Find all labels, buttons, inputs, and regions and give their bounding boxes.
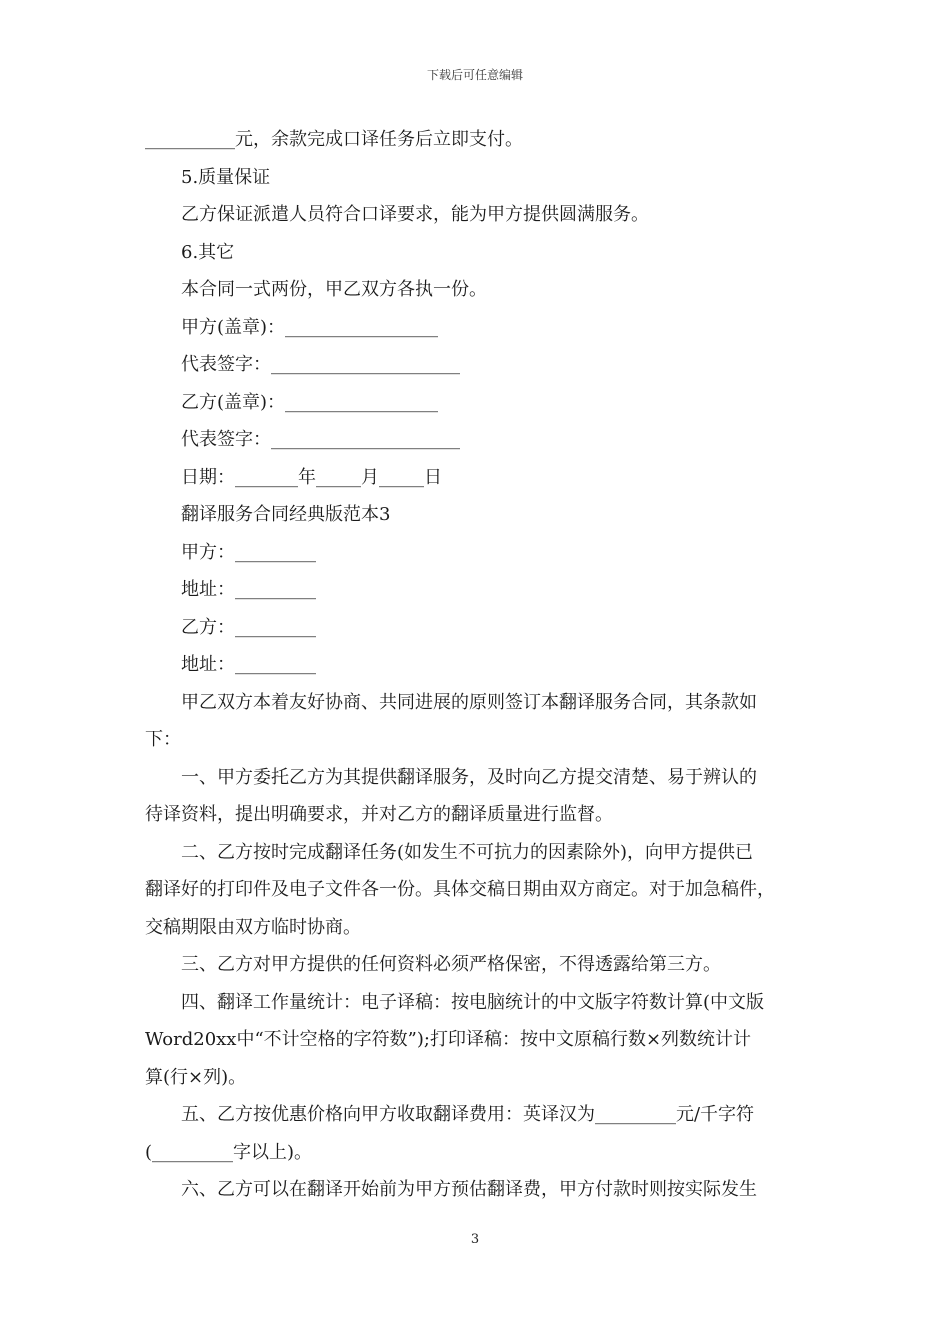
clause-2-line: 交稿期限由双方临时协商。 xyxy=(145,916,361,938)
date-field: 日期：_______年_____月_____日 xyxy=(181,466,442,488)
text-line: 本合同一式两份，甲乙双方各执一份。 xyxy=(181,279,487,300)
contract-title: 翻译服务合同经典版范本3 xyxy=(181,504,391,525)
address-field: 地址：_________ xyxy=(181,654,316,675)
document-body xyxy=(145,121,810,1209)
clause-4-line: Word20xx中“不计空格的字符数”);打印译稿：按中文原稿行数×列数统计计 xyxy=(145,1029,752,1050)
paragraph-line: 甲乙双方本着友好协商、共同进展的原则签订本翻译服务合同，其条款如 xyxy=(181,691,757,713)
clause-1-line: 一、甲方委托乙方为其提供翻译服务，及时向乙方提交清楚、易于辨认的 xyxy=(181,766,757,788)
clause-5-line: (_________字以上)。 xyxy=(145,1141,313,1163)
signature-field-representative: 代表签字：_____________________ xyxy=(181,429,460,450)
clause-3-line: 三、乙方对甲方提供的任何资料必须严格保密，不得透露给第三方。 xyxy=(181,954,721,975)
page-header-note: 下载后可任意编辑 xyxy=(426,68,523,82)
page-number: 3 xyxy=(470,1232,480,1247)
section-heading: 5.质量保证 xyxy=(181,166,271,188)
party-b-field: 乙方：_________ xyxy=(181,616,316,638)
clause-2-line: 二、乙方按时完成翻译任务(如发生不可抗力的因素除外)，向甲方提供已 xyxy=(181,841,754,863)
signature-field-representative: 代表签字：_____________________ xyxy=(181,354,460,375)
party-a-field: 甲方：_________ xyxy=(181,541,316,563)
section-heading: 6.其它 xyxy=(181,241,235,263)
clause-4-line: 四、翻译工作量统计：电子译稿：按电脑统计的中文版字符数计算(中文版 xyxy=(181,991,765,1013)
signature-field-party-b: 乙方(盖章)：_________________ xyxy=(181,391,439,413)
clause-2-line: 翻译好的打印件及电子文件各一份。具体交稿日期由双方商定。对于加急稿件， xyxy=(145,879,775,900)
clause-6-line: 六、乙方可以在翻译开始前为甲方预估翻译费，甲方付款时则按实际发生 xyxy=(181,1179,757,1200)
clause-1-line: 待译资料，提出明确要求，并对乙方的翻译质量进行监督。 xyxy=(145,804,613,825)
address-field: 地址：_________ xyxy=(181,579,316,600)
text-line: __________元，余款完成口译任务后立即支付。 xyxy=(145,129,523,150)
text-line: 乙方保证派遣人员符合口译要求，能为甲方提供圆满服务。 xyxy=(181,204,649,225)
signature-field-party-a: 甲方(盖章)：_________________ xyxy=(181,316,439,338)
paragraph-line: 下： xyxy=(145,729,181,750)
clause-5-line: 五、乙方按优惠价格向甲方收取翻译费用：英译汉为_________元/千字符 xyxy=(181,1104,755,1125)
clause-4-line: 算(行×列)。 xyxy=(145,1066,247,1088)
